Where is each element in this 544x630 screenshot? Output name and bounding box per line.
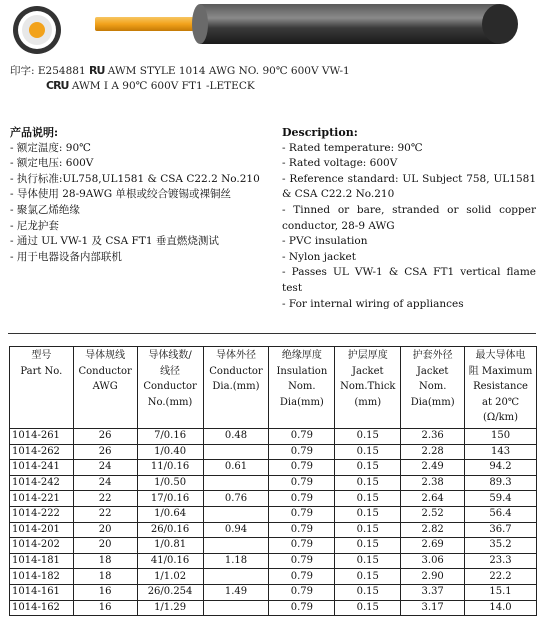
table-cell: 0.15 <box>335 538 401 554</box>
table-cell: 0.79 <box>269 553 335 569</box>
table-row <box>10 506 537 522</box>
table-cell <box>203 538 269 554</box>
table-cell: 22 <box>73 506 137 522</box>
table-cell: 26 <box>73 429 137 445</box>
column-header-line: 护套外径 <box>412 350 453 361</box>
column-header <box>465 347 537 429</box>
column-header-line: Conductor <box>143 381 197 393</box>
column-header-line: Dia.(mm) <box>212 381 260 393</box>
table-cell: 3.17 <box>401 600 465 616</box>
table-row <box>10 491 537 507</box>
column-header-line: 最大导体电 <box>475 350 526 361</box>
section-divider <box>8 333 536 334</box>
table-cell: 0.15 <box>335 584 401 600</box>
table-cell: 150 <box>465 429 537 445</box>
table-cell: 0.79 <box>269 506 335 522</box>
spec-table <box>9 346 537 616</box>
table-cell: 3.06 <box>401 553 465 569</box>
table-cell: 2.36 <box>401 429 465 445</box>
table-cell: 1/0.64 <box>137 506 203 522</box>
list-item: - 尼龙护套 <box>10 219 59 232</box>
table-cell: 24 <box>73 460 137 476</box>
table-cell: 3.37 <box>401 584 465 600</box>
table-cell: 2.38 <box>401 475 465 491</box>
column-header <box>335 347 401 429</box>
table-cell: 94.2 <box>465 460 537 476</box>
table-cell: 59.4 <box>465 491 537 507</box>
table-cell: 0.15 <box>335 522 401 538</box>
cable-side-view <box>95 4 518 44</box>
column-header-line: 导体外径 <box>215 350 256 361</box>
table-cell: 1014-161 <box>10 584 74 600</box>
table-cell: 0.79 <box>269 569 335 585</box>
column-header <box>137 347 203 429</box>
column-header-line: Part No. <box>20 365 63 377</box>
column-header <box>73 347 137 429</box>
table-cell: 0.79 <box>269 522 335 538</box>
table-cell: 17/0.16 <box>137 491 203 507</box>
table-cell: 1014-242 <box>10 475 74 491</box>
table-cell: 0.76 <box>203 491 269 507</box>
list-item: - Rated voltage: 600V <box>282 157 398 170</box>
table-cell: 1/0.81 <box>137 538 203 554</box>
table-cell: 0.48 <box>203 429 269 445</box>
table-cell: 7/0.16 <box>137 429 203 445</box>
table-cell: 2.69 <box>401 538 465 554</box>
column-header-line: Nom. <box>288 381 316 393</box>
table-cell: 0.79 <box>269 429 335 445</box>
table-cell: 35.2 <box>465 538 537 554</box>
table-cell: 11/0.16 <box>137 460 203 476</box>
table-cell: 0.79 <box>269 584 335 600</box>
column-header-line: AWG <box>92 381 118 393</box>
table-cell: 1/1.02 <box>137 569 203 585</box>
column-header-line: 导体线数/ <box>148 350 192 361</box>
table-cell: 1014-202 <box>10 538 74 554</box>
table-cell: 15.1 <box>465 584 537 600</box>
table-cell: 0.79 <box>269 600 335 616</box>
table-header-row <box>10 347 537 429</box>
column-header-line: 绝缘厚度 <box>281 350 322 361</box>
table-cell: 1014-182 <box>10 569 74 585</box>
table-cell: 1014-241 <box>10 460 74 476</box>
table-cell: 20 <box>73 522 137 538</box>
column-header-line: Dia(mm) <box>279 396 324 408</box>
table-cell: 0.94 <box>203 522 269 538</box>
column-header-line: 线径 <box>160 365 181 377</box>
list-item: - 额定温度: 90℃ <box>10 141 91 154</box>
table-cell: 0.79 <box>269 460 335 476</box>
column-header-line: Dia(mm) <box>410 396 455 408</box>
list-item: - Nylon jacket <box>282 250 356 263</box>
table-row <box>10 569 537 585</box>
table-cell: 0.15 <box>335 444 401 460</box>
table-cell: 23.3 <box>465 553 537 569</box>
section-title-cn: 产品说明: <box>10 126 59 139</box>
column-header-line: Conductor <box>78 365 132 377</box>
table-cell: 1/1.29 <box>137 600 203 616</box>
section-title-en: Description: <box>282 126 358 139</box>
cul-mark-icon: CRU <box>46 79 69 92</box>
table-cell: 1014-201 <box>10 522 74 538</box>
table-cell: 26/0.254 <box>137 584 203 600</box>
table-cell: 2.90 <box>401 569 465 585</box>
table-cell: 2.52 <box>401 506 465 522</box>
table-cell: 26/0.16 <box>137 522 203 538</box>
table-cell: 2.49 <box>401 460 465 476</box>
list-item: - Tinned or bare, stranded or solid copper conductor, 28-9 AWG <box>282 203 536 232</box>
table-cell: 1014-181 <box>10 553 74 569</box>
table-cell: 143 <box>465 444 537 460</box>
table-cell: 1/0.40 <box>137 444 203 460</box>
table-cell: 0.15 <box>335 600 401 616</box>
list-item: - Passes UL VW-1 & CSA FT1 vertical flame test <box>282 266 536 294</box>
table-cell <box>203 506 269 522</box>
column-header-line: 导体规线 <box>85 350 126 361</box>
column-header-line: Resistance <box>473 381 528 393</box>
print-code: E254881 <box>37 65 89 77</box>
table-cell: 0.61 <box>203 460 269 476</box>
column-header <box>203 347 269 429</box>
table-cell: 41/0.16 <box>137 553 203 569</box>
table-cell <box>203 475 269 491</box>
table-cell: 22.2 <box>465 569 537 585</box>
table-row <box>10 584 537 600</box>
table-cell: 18 <box>73 569 137 585</box>
table-cell: 0.15 <box>335 460 401 476</box>
table-cell: 0.15 <box>335 429 401 445</box>
column-header-line: 阻 Maximum <box>468 365 533 377</box>
table-cell: 2.82 <box>401 522 465 538</box>
table-cell: 0.15 <box>335 569 401 585</box>
table-cell: 1.49 <box>203 584 269 600</box>
table-cell: 24 <box>73 475 137 491</box>
table-row <box>10 460 537 476</box>
product-description-en <box>282 125 536 312</box>
table-cell: 0.15 <box>335 553 401 569</box>
list-item: - For internal wiring of appliances <box>282 297 464 310</box>
list-item: - 导体使用 28-9AWG 单根或绞合镀锡或裸铜丝 <box>10 188 231 201</box>
table-cell: 1/0.50 <box>137 475 203 491</box>
column-header-line: 护层厚度 <box>347 350 388 361</box>
table-cell: 89.3 <box>465 475 537 491</box>
print-marking-line-2 <box>46 79 255 92</box>
table-cell: 1014-221 <box>10 491 74 507</box>
ul-mark-icon: RU <box>88 64 105 77</box>
column-header-line: Jacket <box>351 365 384 377</box>
table-row <box>10 600 537 616</box>
table-row <box>10 475 537 491</box>
table-cell <box>203 569 269 585</box>
list-item: - 聚氯乙烯绝缘 <box>10 203 80 216</box>
list-item: - Reference standard: UL Subject 758, UL1581 & CSA C22.2 No.210 <box>282 172 536 201</box>
cable-illustration <box>0 0 544 60</box>
table-cell: 0.79 <box>269 538 335 554</box>
table-row <box>10 444 537 460</box>
table-cell: 0.79 <box>269 444 335 460</box>
cross-section-icon <box>13 6 61 54</box>
table-cell: 2.64 <box>401 491 465 507</box>
table-cell: 0.15 <box>335 506 401 522</box>
table-cell: 1014-222 <box>10 506 74 522</box>
table-row <box>10 522 537 538</box>
table-cell: 36.7 <box>465 522 537 538</box>
column-header <box>10 347 74 429</box>
table-cell: 1.18 <box>203 553 269 569</box>
table-cell: 22 <box>73 491 137 507</box>
column-header-line: Nom. <box>418 381 447 393</box>
column-header <box>269 347 335 429</box>
column-header-line: (mm) <box>354 396 382 408</box>
column-header-line: No.(mm) <box>147 396 193 408</box>
table-cell: 1014-162 <box>10 600 74 616</box>
table-cell: 20 <box>73 538 137 554</box>
table-cell: 2.28 <box>401 444 465 460</box>
table-cell: 14.0 <box>465 600 537 616</box>
table-body <box>10 429 537 616</box>
table-header <box>10 347 537 429</box>
table-cell <box>203 444 269 460</box>
list-item: - 执行标准:UL758,UL1581 & CSA C22.2 No.210 <box>10 172 260 185</box>
table-row <box>10 538 537 554</box>
column-header <box>401 347 465 429</box>
table-cell: 0.79 <box>269 491 335 507</box>
print-marking-line-1 <box>10 63 350 78</box>
table-cell: 0.79 <box>269 475 335 491</box>
table-cell: 16 <box>73 584 137 600</box>
print-text-2: AWM I A 90℃ 600V FT1 -LETECK <box>68 80 255 92</box>
column-header-line: Jacket <box>416 365 449 377</box>
table-row <box>10 553 537 569</box>
list-item: - Rated temperature: 90℃ <box>282 141 423 154</box>
table-row <box>10 429 537 445</box>
table-cell: 0.15 <box>335 491 401 507</box>
list-item: - 用于电器设备内部联机 <box>10 250 122 263</box>
column-header-line: Insulation <box>276 365 328 377</box>
table-cell: 56.4 <box>465 506 537 522</box>
product-description-cn <box>10 125 272 265</box>
column-header-line: Nom.Thick <box>340 381 396 393</box>
print-prefix: 印字: <box>10 65 35 77</box>
list-item: - 通过 UL VW-1 及 CSA FT1 垂直燃烧测试 <box>10 235 219 248</box>
column-header-line: (Ω/km) <box>483 412 519 424</box>
table-cell: 0.15 <box>335 475 401 491</box>
table-cell: 16 <box>73 600 137 616</box>
column-header-line: 型号 <box>31 350 52 361</box>
column-header-line: Conductor <box>209 365 263 377</box>
table-cell: 26 <box>73 444 137 460</box>
list-item: - PVC insulation <box>282 235 368 248</box>
table-cell: 1014-262 <box>10 444 74 460</box>
list-item: - 额定电压: 600V <box>10 157 94 170</box>
print-text-1: AWM STYLE 1014 AWG NO. 90℃ 600V VW-1 <box>104 65 350 77</box>
table-cell: 1014-261 <box>10 429 74 445</box>
table-cell: 18 <box>73 553 137 569</box>
table-cell <box>203 600 269 616</box>
column-header-line: at 20℃ <box>482 396 520 408</box>
